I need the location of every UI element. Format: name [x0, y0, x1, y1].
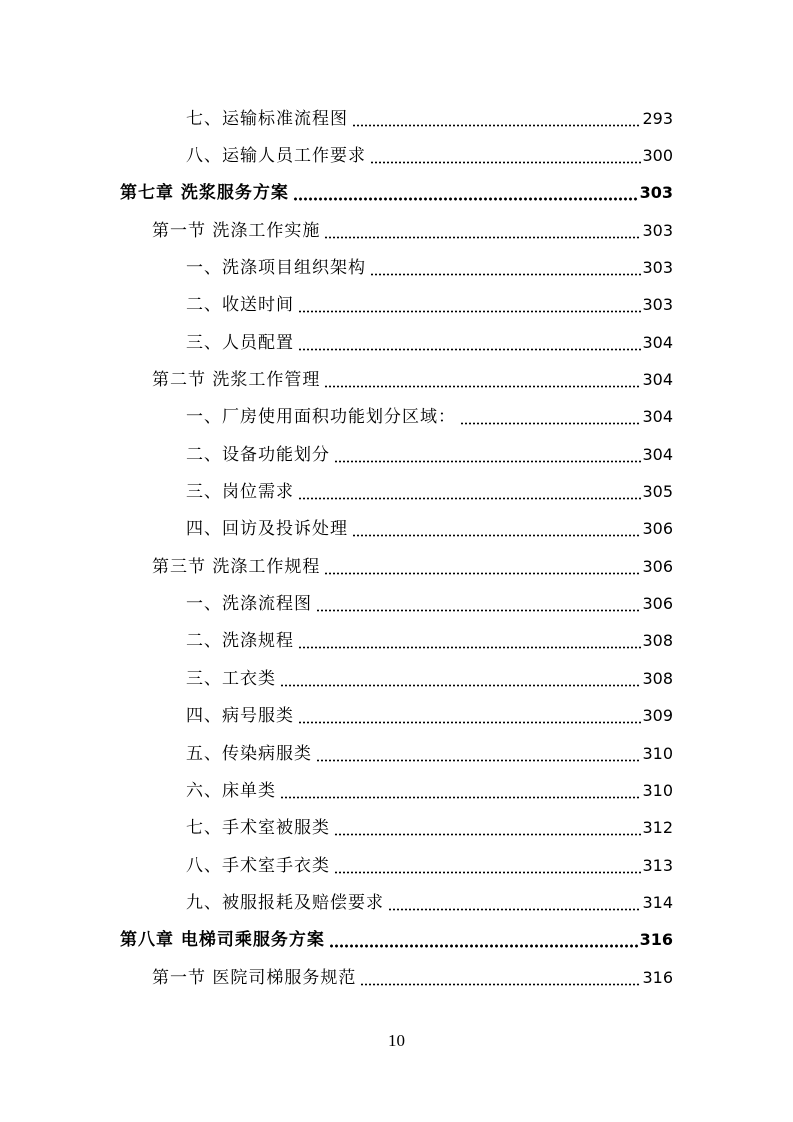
toc-entry-title: 二、洗涤规程	[186, 631, 294, 652]
toc-entry-page-number: 303	[642, 295, 673, 315]
toc-entry-page-number: 306	[642, 556, 673, 576]
dot-leader	[298, 294, 641, 316]
dot-leader	[370, 257, 641, 279]
toc-entry-title: 第七章 洗浆服务方案	[120, 183, 289, 204]
toc-section-row[interactable]	[0, 959, 793, 996]
toc-item-row[interactable]	[0, 511, 793, 548]
toc-entry-title: 三、人员配置	[186, 332, 294, 353]
toc-entry-title: 六、床单类	[186, 780, 276, 801]
toc-item-row[interactable]	[0, 287, 793, 324]
toc-item-row[interactable]	[0, 137, 793, 174]
toc-entry-title: 第一节 医院司梯服务规范	[152, 967, 357, 988]
dot-leader	[329, 929, 639, 951]
toc-entry-page-number: 316	[639, 930, 673, 950]
toc-entry-page-number: 306	[642, 594, 673, 614]
toc-entry-page-number: 300	[642, 146, 673, 166]
toc-entry-page-number: 293	[642, 108, 673, 128]
toc-item-row[interactable]	[0, 660, 793, 697]
toc-entry-page-number: 303	[642, 258, 673, 278]
toc-entry-page-number: 313	[642, 855, 673, 875]
toc-item-row[interactable]	[0, 884, 793, 921]
toc-entry-page-number: 304	[642, 407, 673, 427]
toc-entry-page-number: 303	[639, 183, 673, 203]
toc-entry-title: 二、收送时间	[186, 295, 294, 316]
toc-entry-page-number: 308	[642, 668, 673, 688]
toc-entry-title: 八、手术室手衣类	[186, 855, 330, 876]
toc-entry-page-number: 306	[642, 519, 673, 539]
toc-item-row[interactable]	[0, 810, 793, 847]
toc-item-row[interactable]	[0, 324, 793, 361]
toc-entry-title: 八、运输人员工作要求	[186, 146, 366, 167]
table-of-contents	[0, 100, 793, 996]
toc-item-row[interactable]	[0, 585, 793, 622]
dot-leader	[334, 444, 641, 466]
toc-section-row[interactable]	[0, 212, 793, 249]
toc-entry-page-number: 304	[642, 444, 673, 464]
dot-leader	[298, 332, 641, 354]
dot-leader	[280, 780, 641, 802]
toc-entry-page-number: 310	[642, 743, 673, 763]
dot-leader	[352, 518, 641, 540]
toc-item-row[interactable]	[0, 436, 793, 473]
toc-entry-title: 一、洗涤项目组织架构	[186, 258, 366, 279]
dot-leader	[324, 220, 641, 242]
toc-entry-page-number: 316	[642, 967, 673, 987]
toc-entry-page-number: 309	[642, 706, 673, 726]
toc-item-row[interactable]	[0, 623, 793, 660]
toc-item-row[interactable]	[0, 473, 793, 510]
dot-leader	[298, 630, 641, 652]
toc-entry-page-number: 314	[642, 892, 673, 912]
dot-leader	[360, 967, 641, 989]
toc-entry-title: 一、厂房使用面积功能划分区域：	[186, 407, 456, 428]
toc-entry-title: 三、岗位需求	[186, 482, 294, 503]
toc-entry-page-number: 304	[642, 332, 673, 352]
dot-leader	[316, 593, 641, 615]
dot-leader	[370, 145, 641, 167]
toc-entry-title: 第二节 洗浆工作管理	[152, 370, 321, 391]
toc-item-row[interactable]	[0, 100, 793, 137]
toc-item-row[interactable]	[0, 698, 793, 735]
toc-entry-title: 一、洗涤流程图	[186, 594, 312, 615]
toc-entry-title: 三、工衣类	[186, 668, 276, 689]
dot-leader	[316, 743, 641, 765]
dot-leader	[388, 892, 641, 914]
toc-item-row[interactable]	[0, 847, 793, 884]
toc-entry-title: 第八章 电梯司乘服务方案	[120, 930, 325, 951]
toc-chapter-row[interactable]	[0, 922, 793, 959]
dot-leader	[460, 406, 641, 428]
toc-entry-title: 九、被服报耗及赔偿要求	[186, 892, 384, 913]
page-number: 10	[388, 1031, 405, 1050]
toc-entry-title: 四、病号服类	[186, 706, 294, 727]
dot-leader	[334, 855, 641, 877]
toc-entry-title: 七、运输标准流程图	[186, 108, 348, 129]
toc-entry-page-number: 303	[642, 220, 673, 240]
toc-entry-page-number: 312	[642, 818, 673, 838]
toc-entry-title: 七、手术室被服类	[186, 818, 330, 839]
dot-leader	[324, 369, 641, 391]
toc-entry-title: 第三节 洗涤工作规程	[152, 556, 321, 577]
toc-entry-page-number: 308	[642, 631, 673, 651]
toc-entry-page-number: 305	[642, 482, 673, 502]
dot-leader	[334, 817, 641, 839]
dot-leader	[298, 481, 641, 503]
dot-leader	[293, 182, 639, 204]
toc-item-row[interactable]	[0, 735, 793, 772]
toc-entry-page-number: 304	[642, 370, 673, 390]
dot-leader	[298, 705, 641, 727]
dot-leader	[352, 108, 641, 130]
dot-leader	[324, 556, 641, 578]
toc-entry-title: 第一节 洗涤工作实施	[152, 220, 321, 241]
toc-entry-title: 二、设备功能划分	[186, 444, 330, 465]
toc-chapter-row[interactable]	[0, 175, 793, 212]
toc-section-row[interactable]	[0, 548, 793, 585]
dot-leader	[280, 668, 641, 690]
toc-item-row[interactable]	[0, 249, 793, 286]
toc-entry-title: 五、传染病服类	[186, 743, 312, 764]
toc-entry-page-number: 310	[642, 780, 673, 800]
toc-item-row[interactable]	[0, 399, 793, 436]
toc-item-row[interactable]	[0, 772, 793, 809]
toc-section-row[interactable]	[0, 361, 793, 398]
toc-entry-title: 四、回访及投诉处理	[186, 519, 348, 540]
